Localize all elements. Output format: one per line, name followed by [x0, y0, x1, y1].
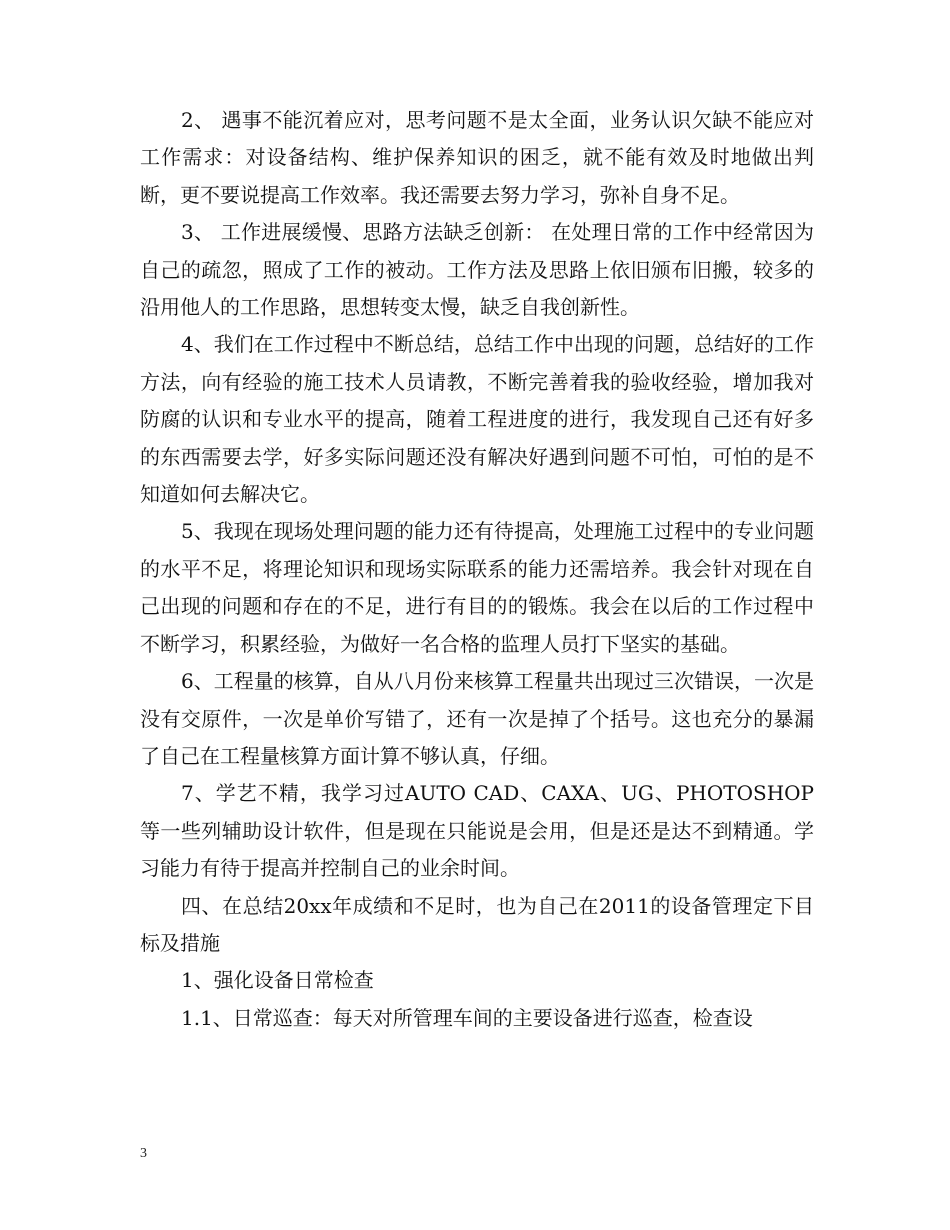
document-body	[140, 102, 814, 1037]
subsection-1-heading: 1、强化设备日常检查	[181, 968, 374, 993]
paragraph-3-lack-of-innovation: 3、 工作进展缓慢、思路方法缺乏创新： 在处理日常的工作中经常因为自己的疏忽，照成了工作的被动。工作方法及思路上依旧颁布旧搬，较多的沿用他人的工作思路，思想转变太慢，缺乏自我创新性。	[140, 220, 814, 320]
paragraph-2-emergency-response: 2、 遇事不能沉着应对，思考问题不是太全面，业务认识欠缺不能应对工作需求：对设备结构、维护保养知识的困乏，就不能有效及时地做出判断，更不要说提高工作效率。我还需要去努力学习，弥补自身不足。	[140, 108, 814, 207]
paragraph-5-on-site-ability: 5、我现在现场处理问题的能力还有待提高，处理施工过程中的专业问题的水平不足，将理论知识和现场实际联系的能力还需培养。我会针对现在自己出现的问题和存在的不足，进行有目的的锻炼。我会在以后的工作过程中不断学习，积累经验，为做好一名合格的监理人员打下坚实的基础。	[140, 519, 814, 656]
paragraph-7-software-skills: 7、学艺不精，我学习过AUTO CAD、CAXA、UG、PHOTOSHOP等一些列辅助设计软件，但是现在只能说是会用，但是还是达不到精通。学习能力有待于提高并控制自己的业余时间。	[140, 781, 814, 881]
page-number: 3	[140, 1146, 147, 1161]
paragraph-6-quantity-accounting: 6、工程量的核算，自从八月份来核算工程量共出现过三次错误，一次是没有交原件，一次是单价写错了，还有一次是掉了个括号。这也充分的暴漏了自己在工程量核算方面计算不够认真，仔细。	[140, 669, 814, 768]
subsection-1-1-daily-inspection: 1.1、日常巡查：每天对所管理车间的主要设备进行巡查，检查设	[181, 1005, 753, 1030]
section-four-heading: 四、在总结20xx年成绩和不足时，也为自己在2011的设备管理定下目标及措施	[140, 893, 814, 955]
paragraph-4-continuous-summary: 4、我们在工作过程中不断总结，总结工作中出现的问题，总结好的工作方法，向有经验的施工技术人员请教，不断完善着我的验收经验，增加我对防腐的认识和专业水平的提高，随着工程进度的进行，我发现自己还有好多的东西需要去学，好多实际问题还没有解决好遇到问题不可怕，可怕的是不知道如何去解决它。	[140, 332, 814, 507]
